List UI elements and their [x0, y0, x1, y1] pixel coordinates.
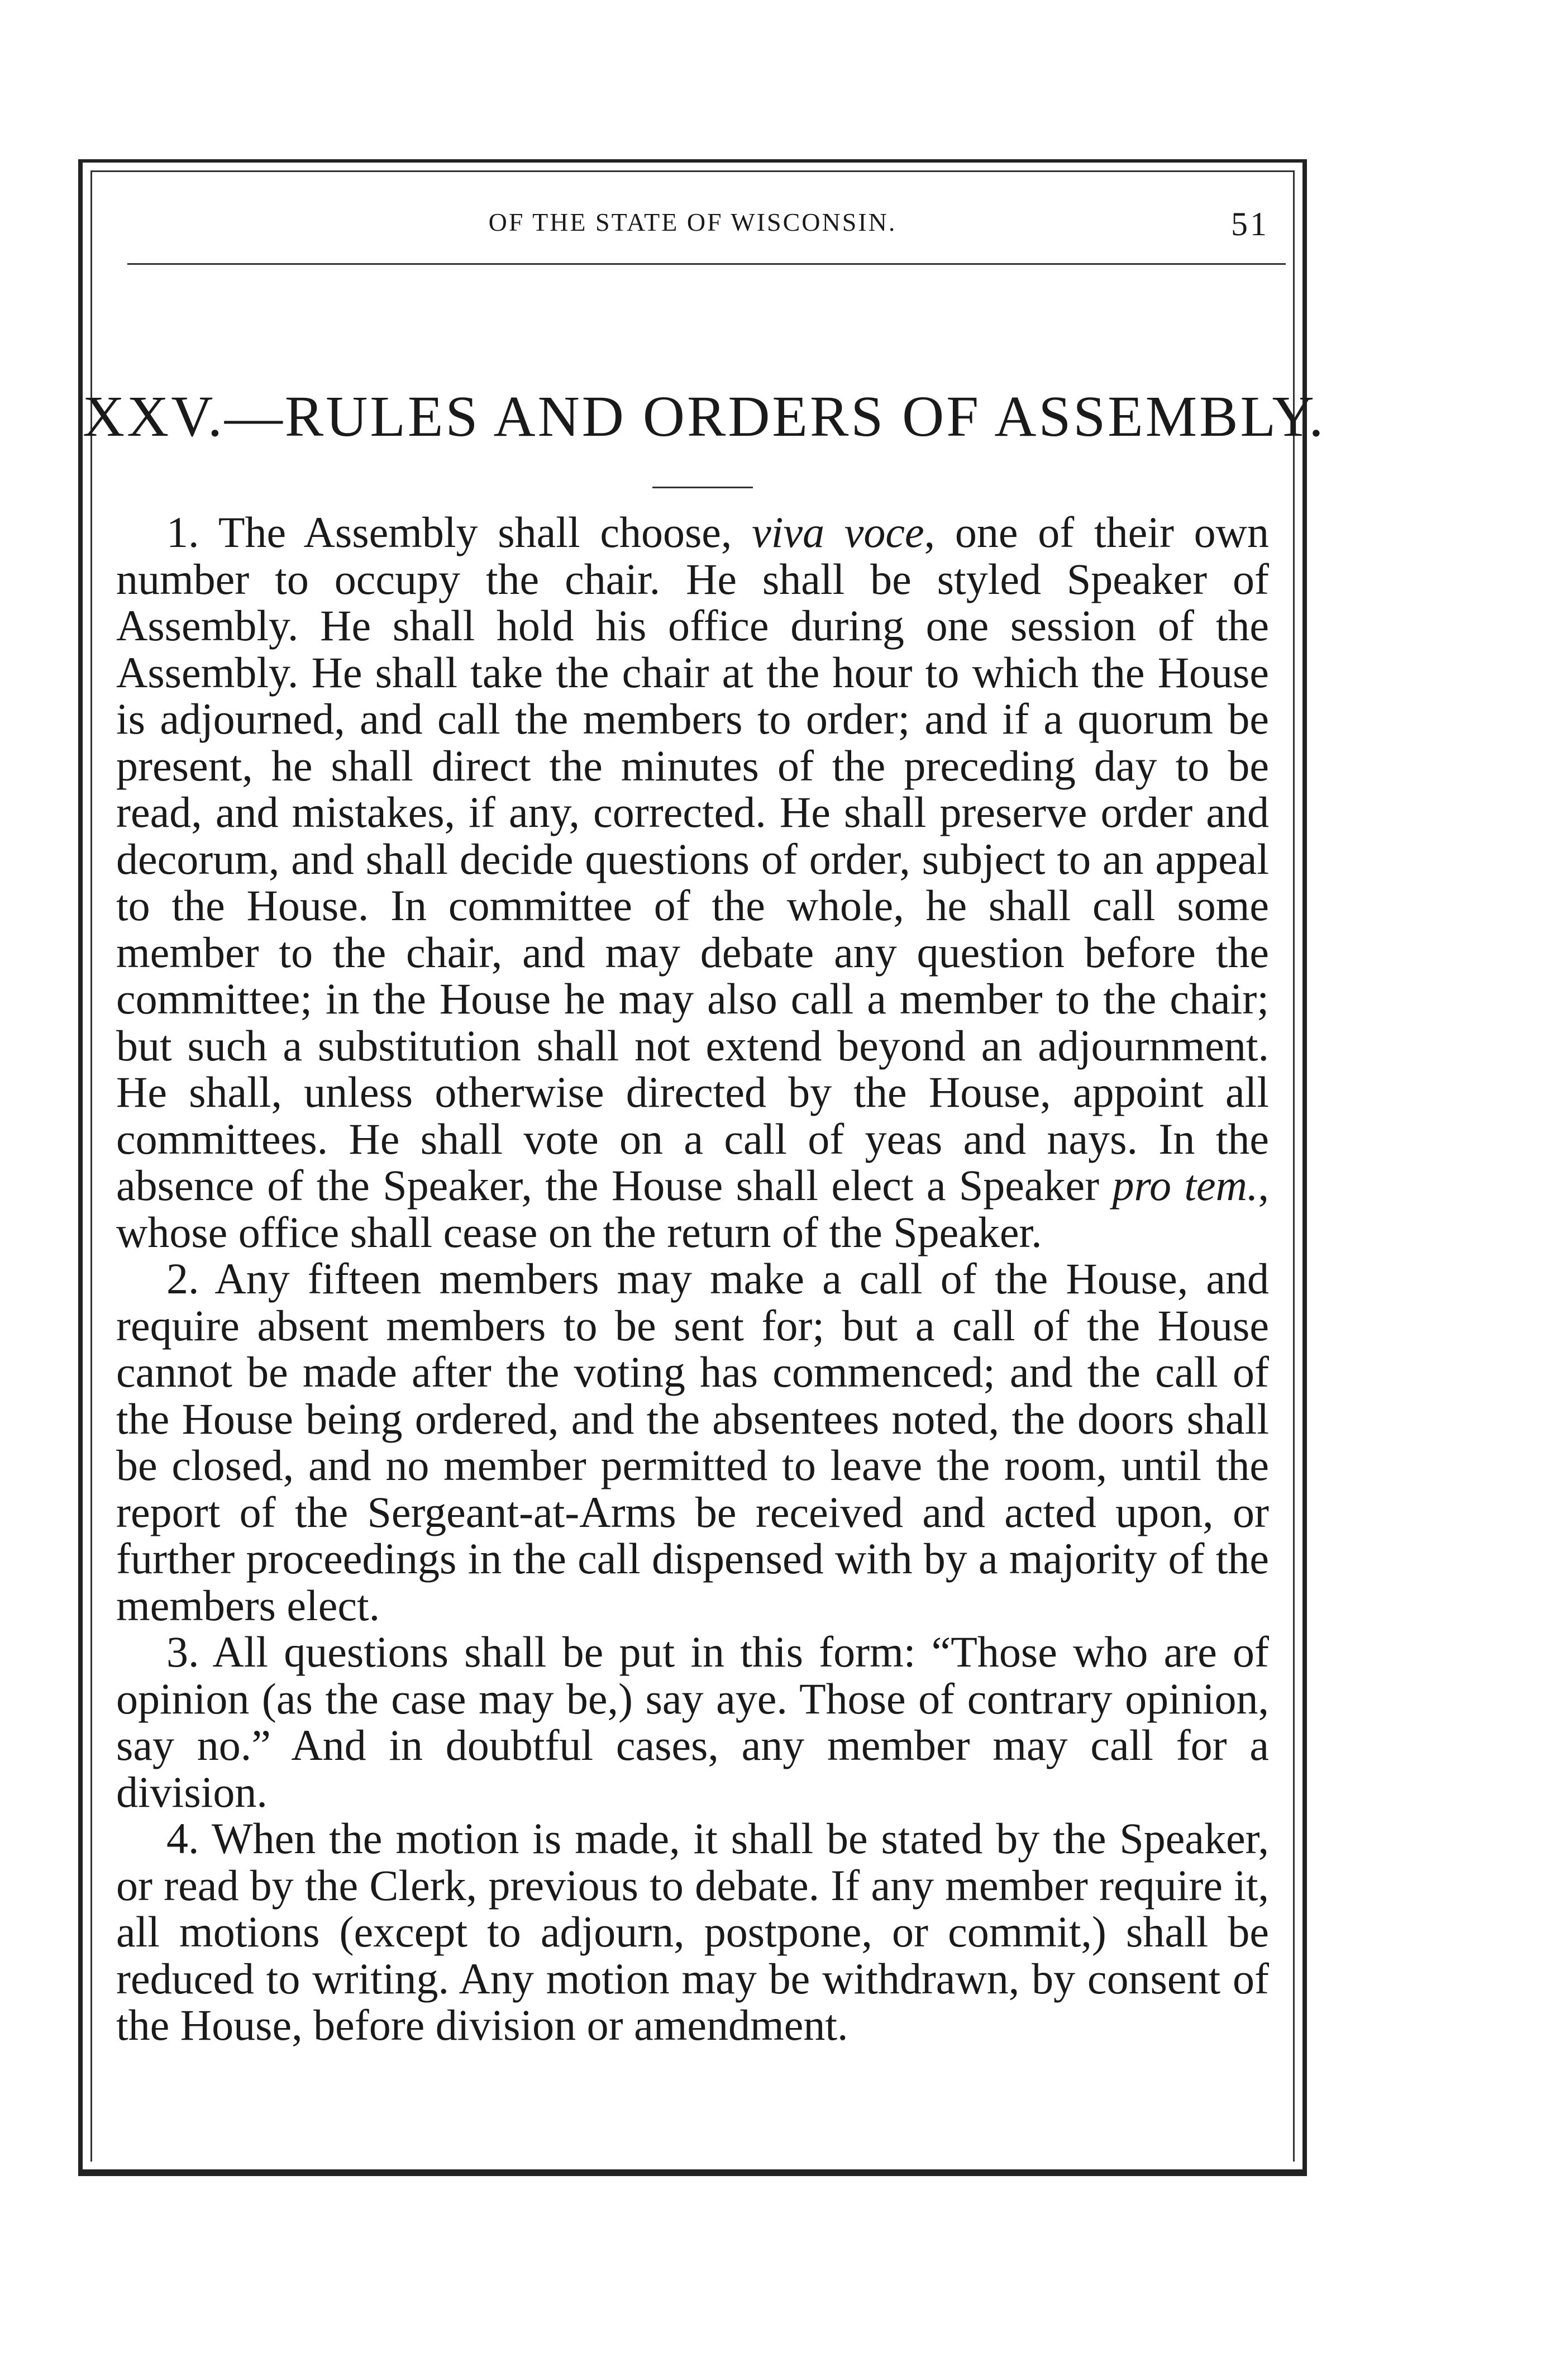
- rule-paragraph-4: 4. When the motion is made, it shall be stated by the Speaker, or read by the Clerk, previous to debate. If any member require it, all motions (except to adjourn, postpone, or commit,) shall be reduced to writing. Any motion may be withdrawn, by consent of the House, before division or amendment.: [116, 1814, 1269, 2049]
- rule-paragraph-2: 2. Any fifteen members may make a call of the House, and require absent members to be sent for; but a call of the House cannot be made after the voting has commenced; and the call of the House being ordered, and the absentees noted, the doors shall be closed, and no member permitted to leave the room, until the report of the Sergeant-at-Arms be received and acted upon, or further proceedings in the call dispensed with by a majority of the members elect.: [116, 1254, 1269, 1630]
- rule-1-italic-pro-tem: pro tem.: [1112, 1161, 1258, 1210]
- rule-paragraph-3: 3. All questions shall be put in this form: “Those who are of opinion (as the case may be,) say aye. Those of contrary opinion, say no.” And in doubtful cases, any member may call for a division.: [116, 1627, 1269, 1816]
- heading-rule: [652, 487, 753, 488]
- running-head: [83, 202, 1302, 252]
- header-rule: [127, 263, 1286, 265]
- rule-1-italic-viva-voce: viva voce: [752, 508, 924, 556]
- rule-1-text-b: , one of their own number to occupy the chair. He shall be styled Speaker of Assembly. He shall hold his office during one session of the Assembly. He shall take the chair at the hour to which the House is adjourned, and call the members to order; and if a quorum be present, he shall direct the minutes of the preceding day to be read, and mistakes, if any, corrected. He shall preserve order and decorum, and shall decide questions of order, subject to an appeal to the House. In committee of the whole, he shall call some member to the chair, and may debate any question before the committee; in the House he may also call a member to the chair; but such a substitution shall not extend beyond an adjournment. He shall, unless otherwise directed by the House, appoint all committees. He shall vote on a call of yeas and nays. In the absence of the Speaker, the House shall elect a Speaker: [116, 508, 1269, 1210]
- rule-1-text-a: 1. The Assembly shall choose,: [166, 508, 752, 556]
- body-text: [116, 509, 1269, 2049]
- page-number: 51: [1231, 206, 1269, 242]
- running-head-title: OF THE STATE OF WISCONSIN.: [488, 208, 897, 236]
- page-frame: [78, 159, 1326, 2176]
- rule-1-text-c: , whose office shall cease on the return of the Speaker.: [116, 1161, 1269, 1256]
- rule-paragraph-1: [116, 509, 1269, 1255]
- section-heading: XXV.—RULES AND ORDERS OF ASSEMBLY.: [83, 384, 1326, 449]
